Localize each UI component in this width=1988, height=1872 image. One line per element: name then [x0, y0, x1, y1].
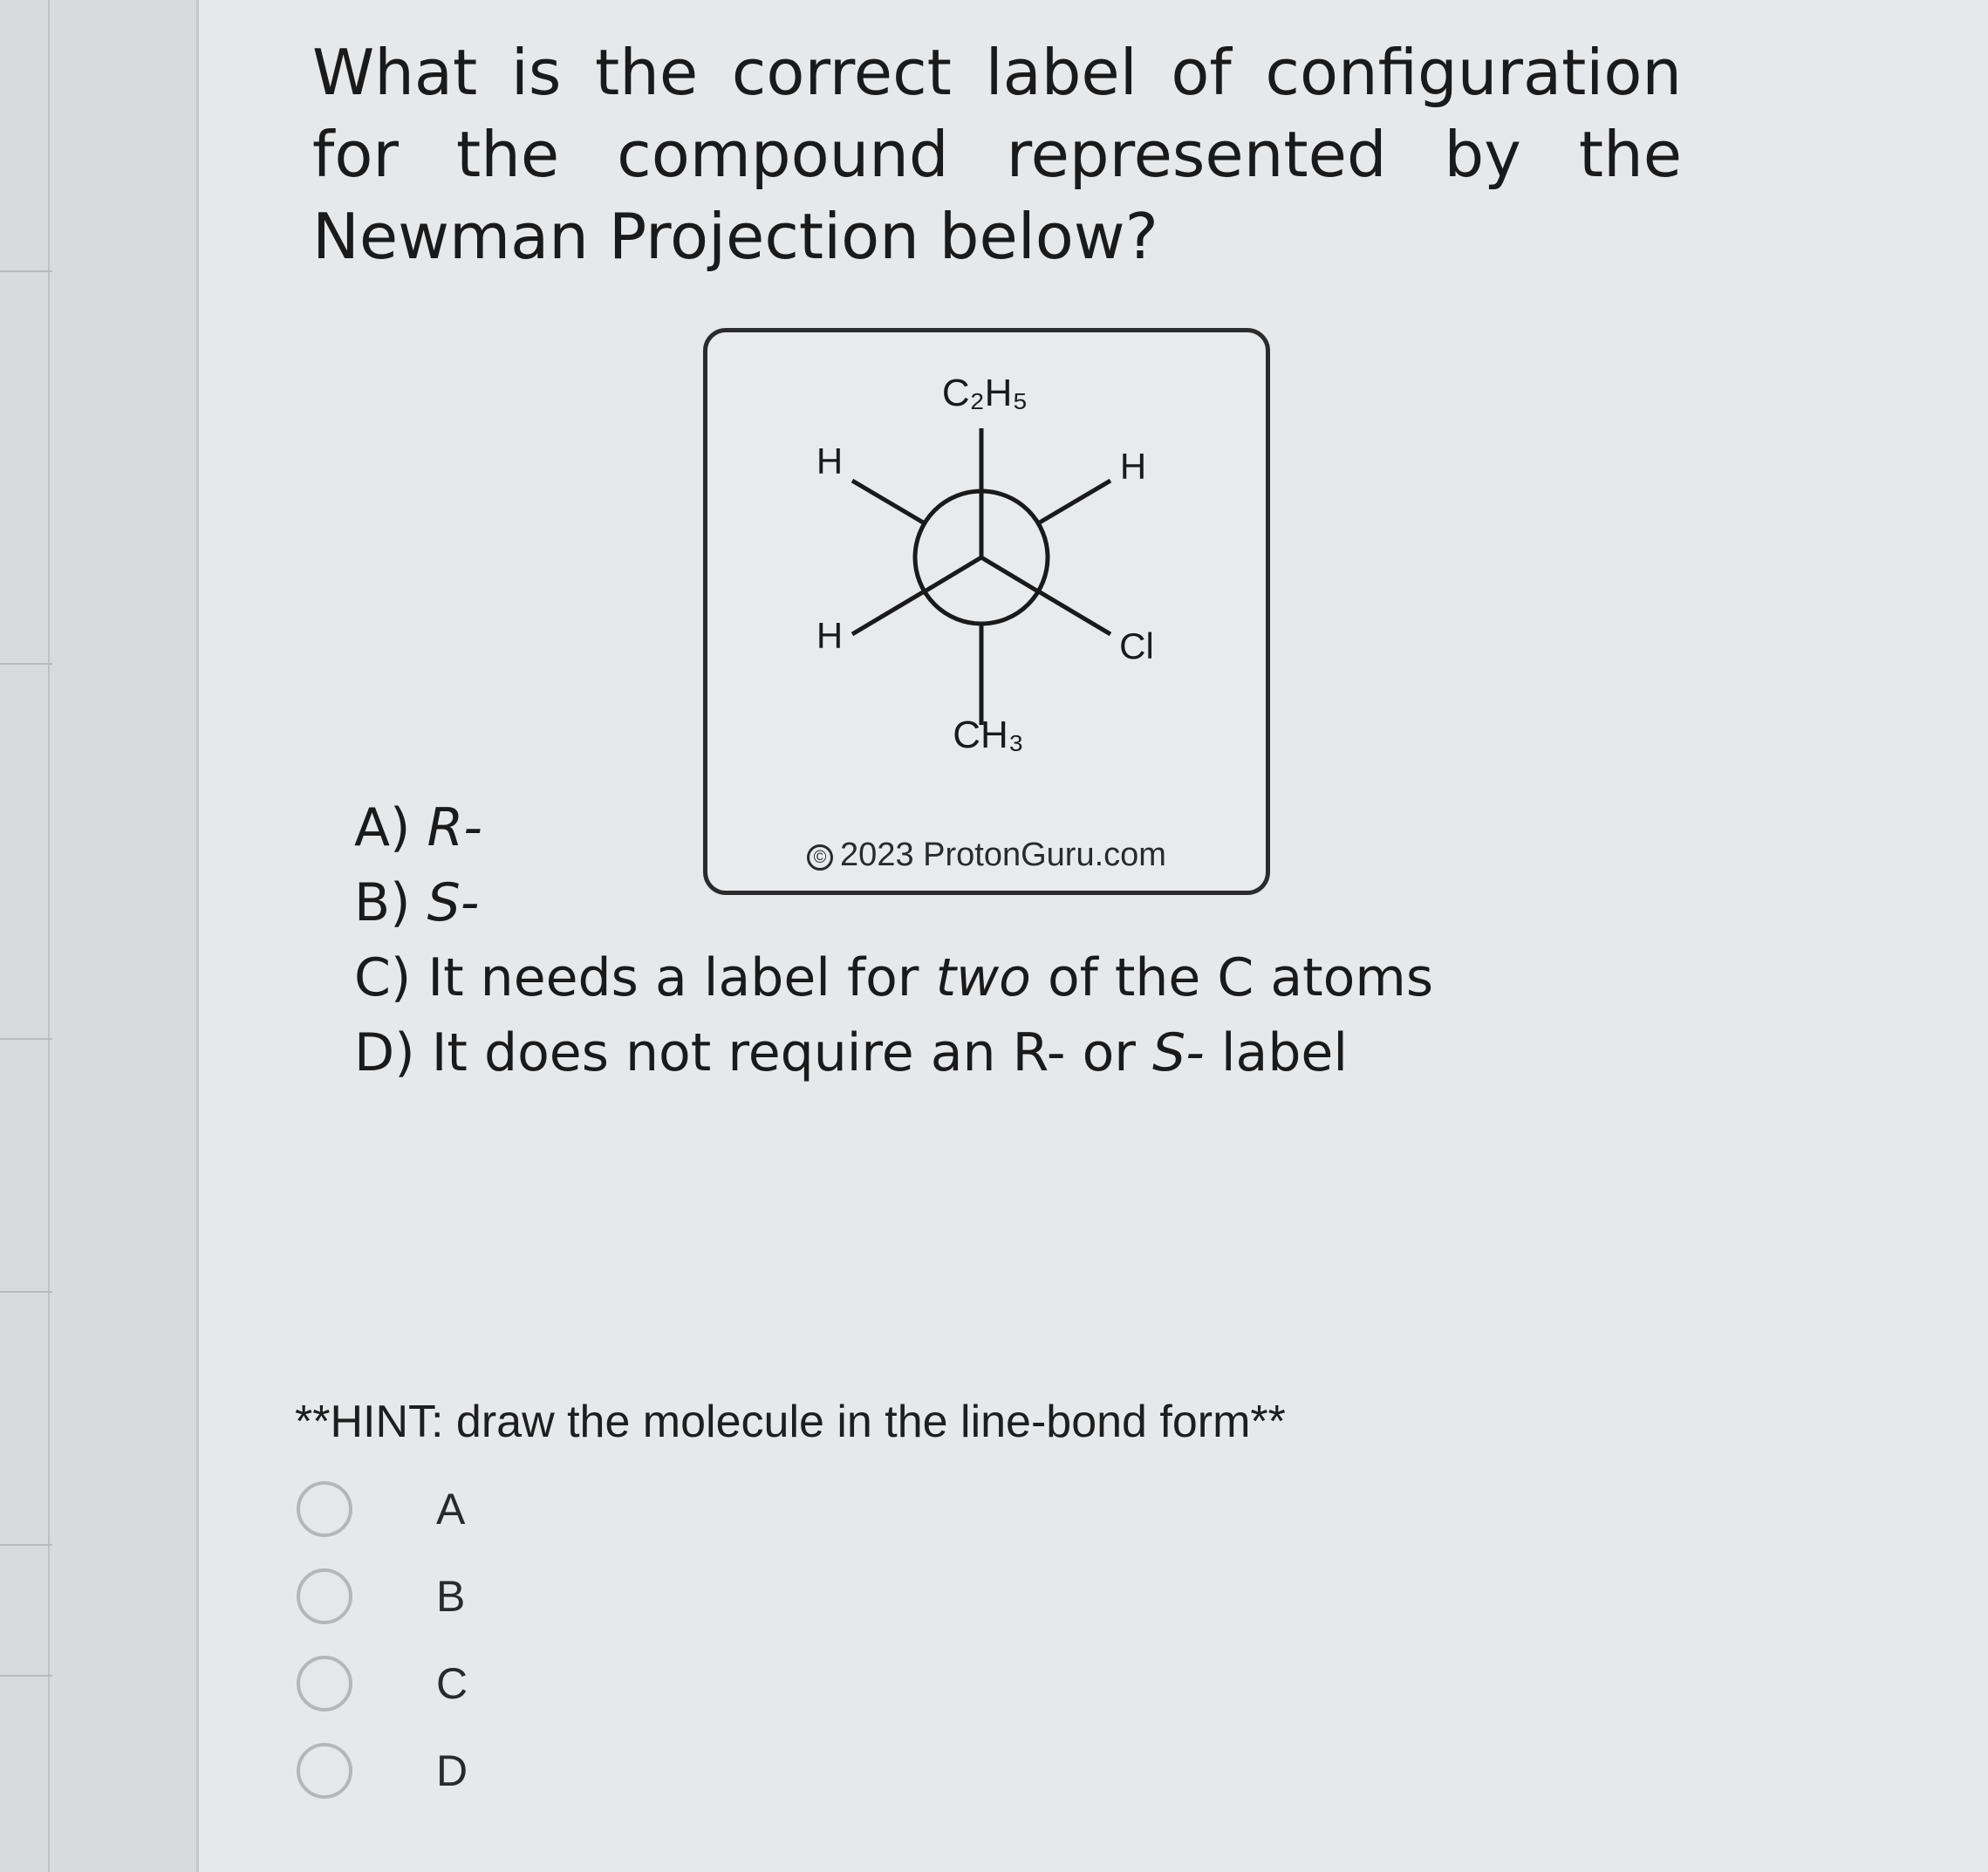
sidebar-divider	[0, 1544, 52, 1546]
choice-text: label	[1220, 1022, 1348, 1083]
bond-rear-upper-right	[1038, 481, 1110, 523]
question-text: What is the correct label of configuration for the compound represented by the Newman Projection below?	[312, 36, 1682, 273]
option-b[interactable]	[297, 1553, 468, 1640]
sidebar	[0, 0, 199, 1872]
label-bottom-substituent: CH₃	[953, 714, 1024, 756]
choice-letter: D)	[354, 1022, 415, 1083]
label-top-substituent: C₂H₅	[941, 372, 1028, 414]
option-d[interactable]	[297, 1727, 468, 1814]
choice-text-emphasis: S-	[1152, 1022, 1205, 1083]
choice-b	[354, 865, 1433, 940]
option-label-a[interactable]: A	[436, 1485, 466, 1534]
choice-text: of the C atoms	[1047, 947, 1434, 1008]
option-label-d[interactable]: D	[436, 1746, 468, 1795]
sidebar-divider	[48, 0, 50, 1872]
answer-options-group	[297, 1465, 468, 1814]
choice-a	[354, 790, 1433, 865]
label-lower-left-substituent: H	[816, 615, 844, 656]
option-c[interactable]	[297, 1640, 468, 1727]
choice-d	[354, 1015, 1433, 1090]
radio-button-d[interactable]	[297, 1743, 352, 1799]
copyright-icon: ©	[807, 844, 833, 871]
choice-letter: C)	[354, 947, 412, 1008]
sidebar-divider	[0, 1038, 52, 1040]
copyright-text: 2023 ProtonGuru.com	[840, 837, 1166, 873]
choice-letter: A)	[354, 797, 411, 858]
sidebar-divider	[0, 1675, 52, 1677]
choice-text-emphasis: two	[935, 947, 1031, 1008]
choice-c	[354, 940, 1433, 1015]
choice-text: It does not require an R- or	[431, 1022, 1136, 1083]
choice-text: R-	[427, 797, 482, 858]
radio-button-b[interactable]	[297, 1568, 352, 1624]
hint-text: **HINT: draw the molecule in the line-bond form**	[295, 1397, 1286, 1447]
choice-letter: B)	[354, 872, 411, 933]
option-label-c[interactable]: C	[436, 1659, 468, 1708]
bond-rear-upper-left	[852, 481, 925, 523]
sidebar-divider	[0, 1291, 52, 1293]
label-lower-right-substituent: Cl	[1119, 625, 1154, 666]
answer-choices-list	[354, 790, 1433, 1090]
sidebar-divider	[0, 270, 52, 272]
radio-button-c[interactable]	[297, 1656, 352, 1711]
label-upper-left-substituent: H	[816, 441, 844, 482]
choice-text: S-	[427, 872, 480, 933]
option-label-b[interactable]: B	[436, 1572, 466, 1621]
radio-button-a[interactable]	[297, 1481, 352, 1537]
sidebar-divider	[0, 663, 52, 665]
label-upper-right-substituent: H	[1119, 446, 1147, 487]
choice-text: It needs a label for	[427, 947, 919, 1008]
option-a[interactable]	[297, 1465, 468, 1553]
